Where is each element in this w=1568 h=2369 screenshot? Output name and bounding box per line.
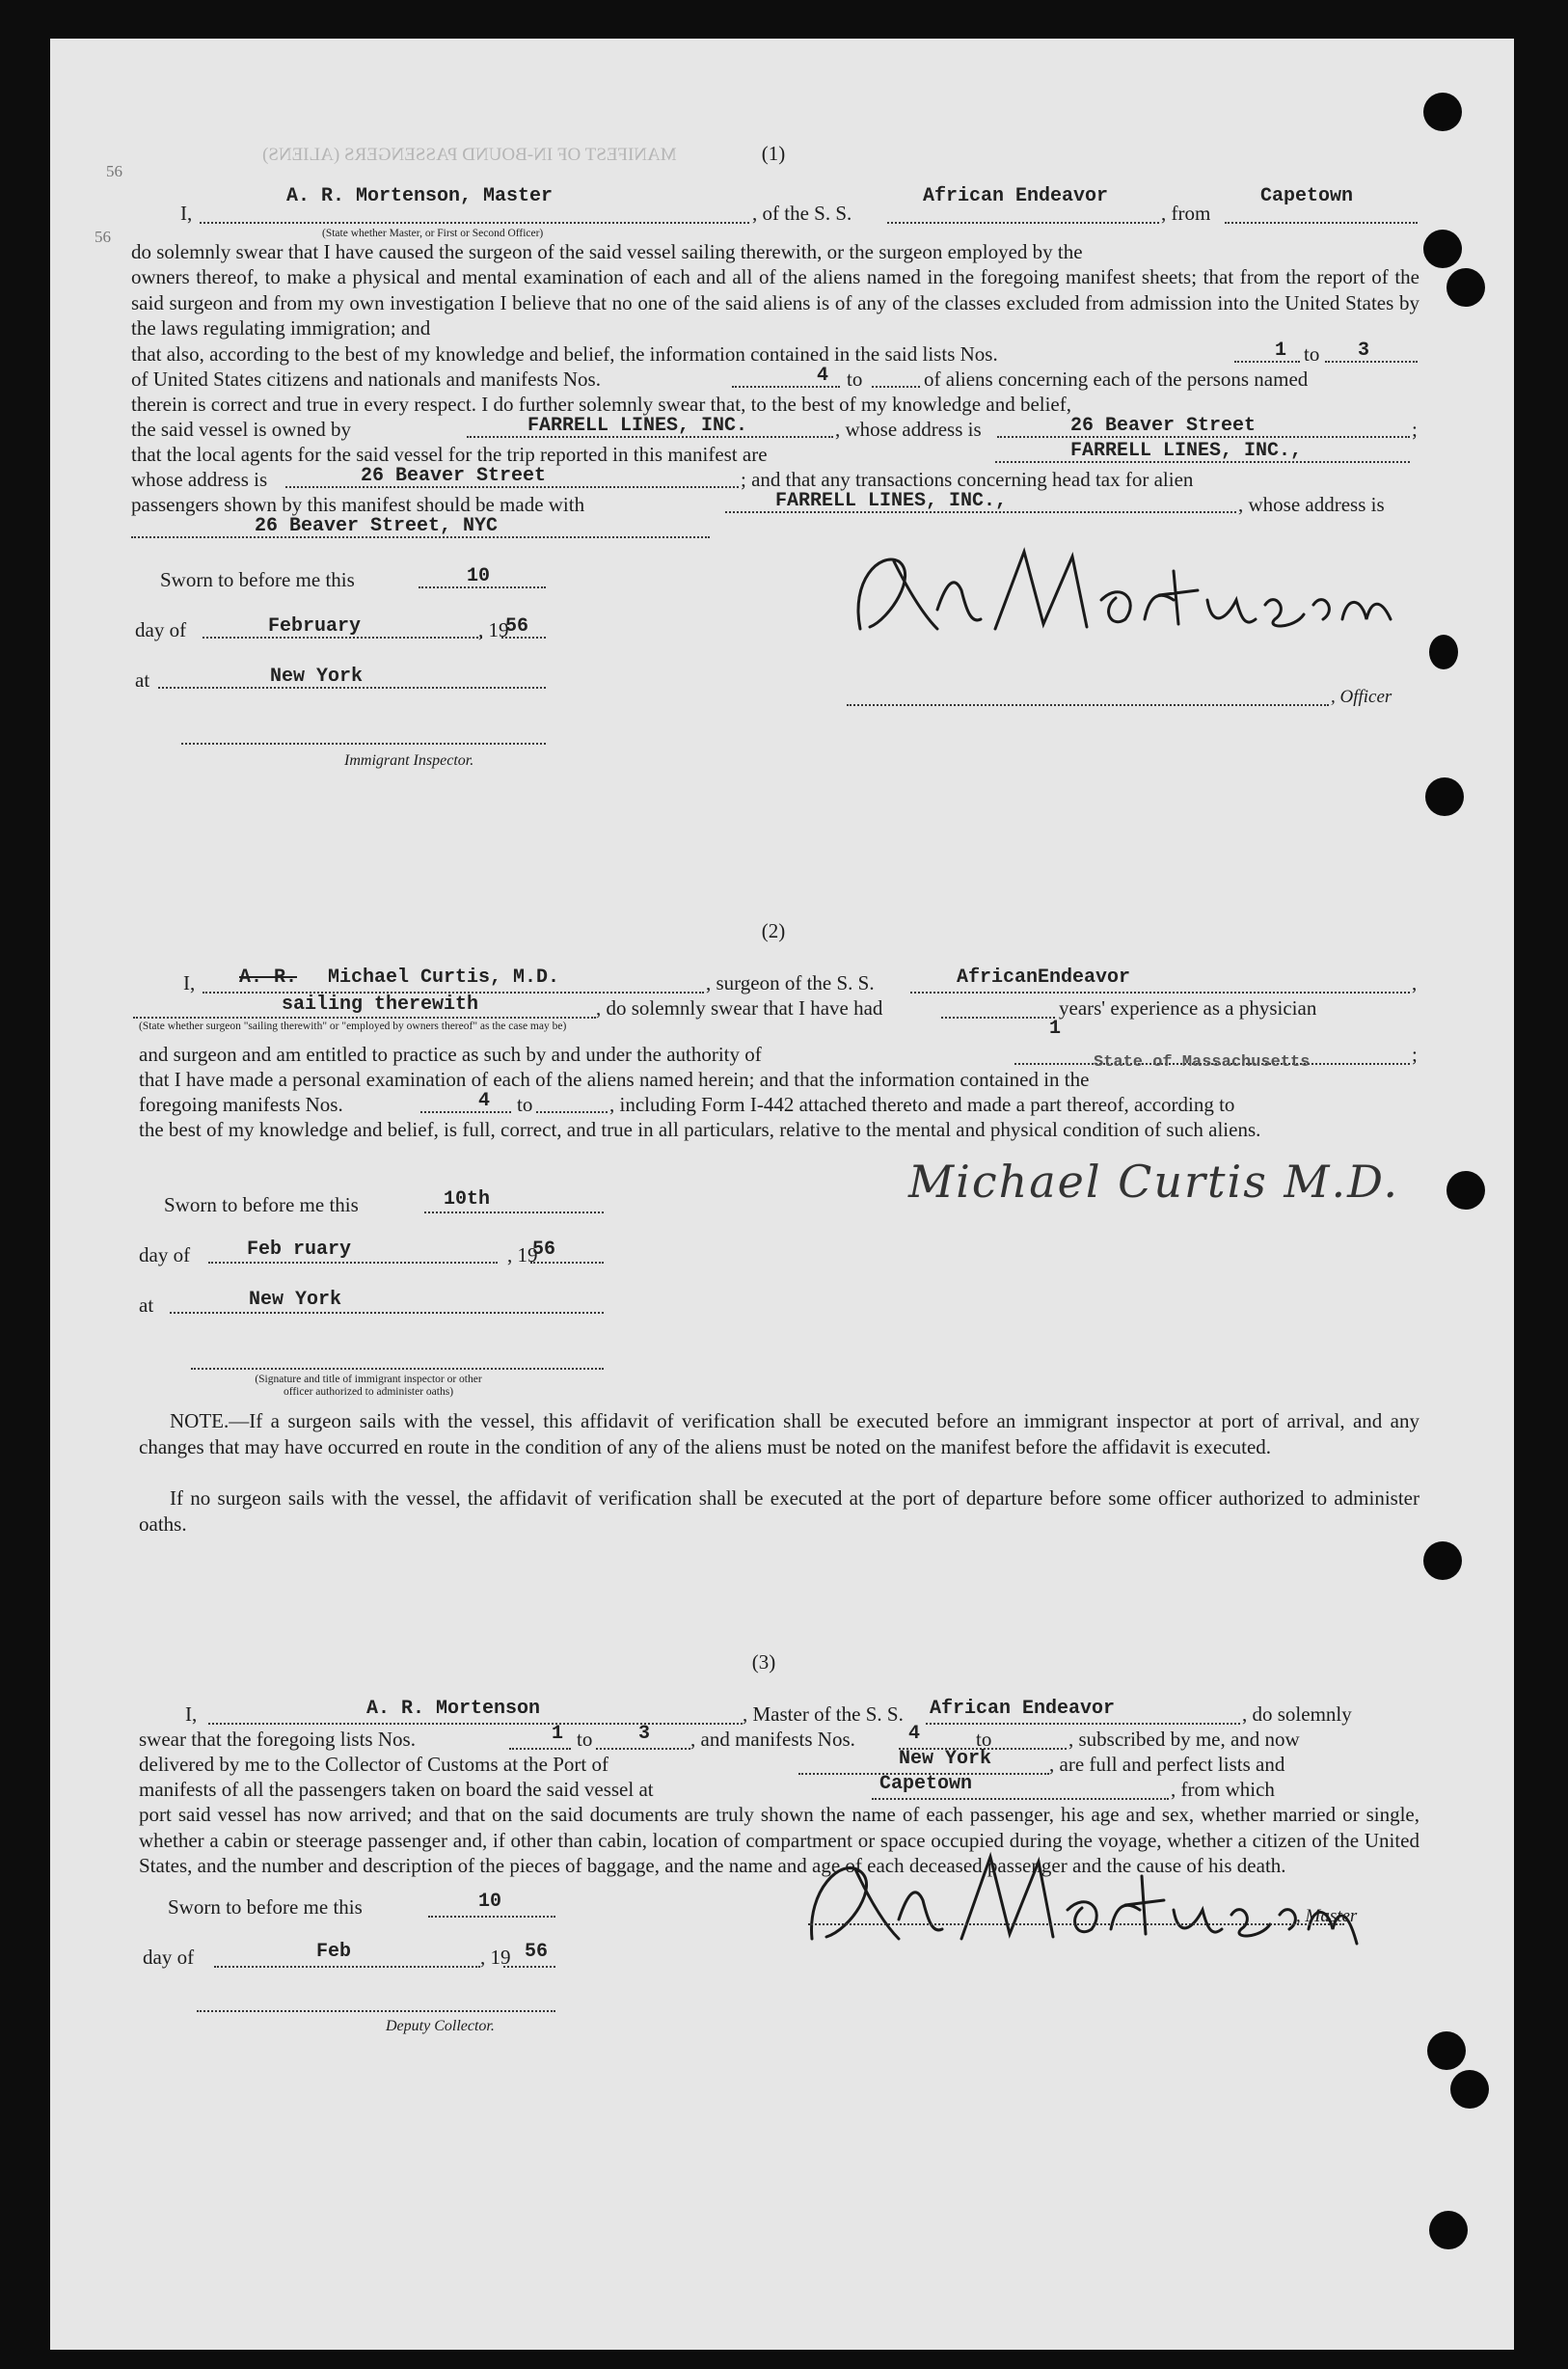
static-text: ;	[1412, 418, 1418, 441]
fill-line	[926, 1723, 1240, 1725]
static-text: , surgeon of the S. S.	[706, 971, 875, 994]
surgeon-state-note: (State whether surgeon "sailing therewith" or "employed by owners thereof" as the case may be)	[139, 1021, 567, 1032]
static-text: , of the S. S.	[752, 202, 852, 225]
signature-line	[197, 2010, 555, 2012]
static-text: that I have made a personal examination of each of the aliens named herein; and that the information contained in the	[139, 1068, 1090, 1091]
punch-hole	[1429, 2211, 1468, 2249]
static-text: at	[139, 1293, 154, 1317]
static-text: , 19	[478, 618, 509, 641]
fill-line	[941, 1017, 1055, 1019]
document-page	[50, 39, 1514, 2350]
fill-line	[530, 1262, 604, 1264]
surgeon-signature: Michael Curtis M.D.	[908, 1156, 1400, 1208]
static-text: foregoing manifests Nos.	[139, 1093, 343, 1116]
static-text: , from which	[1171, 1778, 1275, 1801]
static-text: delivered by me to the Collector of Customs at the Port of	[139, 1753, 608, 1776]
static-text: ; and that any transactions concerning head tax for alien	[741, 468, 1194, 491]
sworn-day-field-3: 10	[478, 1891, 502, 1913]
lists-from-field: 1	[1275, 340, 1287, 362]
ship-field-3: African Endeavor	[930, 1698, 1116, 1720]
static-text: ;	[1412, 1043, 1418, 1066]
static-text: and surgeon and am entitled to practice as such by and under the authority of	[139, 1043, 762, 1066]
note-paragraph: NOTE.—If a surgeon sails with the vessel, this affidavit of verification shall be executed before an immigrant inspector at port of arrival, and any changes that may have occurred en route in the condition of any of the aliens must be noted on the manifest before the affidavit is executed.	[139, 1409, 1419, 1458]
fill-line	[887, 222, 1159, 224]
fill-line	[133, 1017, 596, 1019]
paragraph: the best of my knowledge and belief, is full, correct, and true in all particulars, relative to the mental and physical condition of such aliens.	[139, 1118, 1261, 1141]
master-signature	[841, 523, 1400, 648]
surgeon-sworn-day-field: 10th	[444, 1188, 491, 1211]
month-field: February	[268, 615, 362, 638]
signature-line	[808, 1923, 1344, 1925]
static-text: therein is correct and true in every respect. I do further solemnly swear that, to the best of my knowledge and belief,	[131, 393, 1071, 416]
fill-line	[200, 222, 749, 224]
agent-address-field: 26 Beaver Street	[361, 465, 547, 487]
punch-hole	[1423, 230, 1462, 268]
lists-to-field: 3	[1358, 340, 1370, 362]
sworn-day-field: 10	[467, 565, 491, 587]
authority-field: State of Massachusetts	[1094, 1053, 1311, 1072]
fill-line	[536, 1111, 608, 1113]
fill-line	[208, 1262, 498, 1264]
static-text: , including Form I-442 attached thereto and made a part thereof, according to	[609, 1093, 1235, 1116]
fill-line	[424, 1212, 604, 1213]
paragraph: owners thereof, to make a physical and mental examination of each and all of the aliens named in the foregoing manifest sheets; that from the report of the said surgeon and from my own investigation I believe that no one of the said aliens is of any of the classes excluded from admission into the United States by the laws regulating immigration; and	[131, 265, 1419, 340]
static-text: passengers shown by this manifest should be made with	[131, 493, 585, 516]
from-port-field-3: Capetown	[879, 1773, 973, 1795]
fill-line	[872, 386, 920, 388]
signature-line	[191, 1368, 604, 1370]
static-text: of United States citizens and nationals and manifests Nos.	[131, 368, 601, 391]
signature-line	[847, 704, 1329, 706]
inspector-caption: Immigrant Inspector.	[344, 752, 474, 769]
punch-hole	[1423, 93, 1462, 131]
fill-line	[596, 1748, 690, 1750]
month-field-3: Feb	[316, 1941, 352, 1963]
static-text: , 19	[480, 1946, 511, 1969]
static-text: ,	[1412, 971, 1418, 994]
years-field: 1	[1049, 1018, 1062, 1040]
master-name-field: A. R. Mortenson, Master	[286, 185, 554, 207]
fill-line	[428, 1916, 555, 1918]
static-text: the said vessel is owned by	[131, 418, 352, 441]
fill-line	[170, 1312, 604, 1314]
static-text: to	[577, 1728, 593, 1751]
static-text: years' experience as a physician	[1059, 996, 1317, 1020]
officer-caption: , Officer	[1331, 687, 1392, 707]
surgeon-year-field: 56	[532, 1239, 556, 1261]
static-text: , and manifests Nos.	[690, 1728, 855, 1751]
fill-line	[509, 1748, 571, 1750]
fill-line	[999, 1748, 1067, 1750]
agents-field: FARRELL LINES, INC.,	[1070, 440, 1303, 462]
manifest-from-field-3: 4	[908, 1723, 921, 1745]
lists-from-field-3: 1	[552, 1723, 564, 1745]
punch-hole	[1446, 1171, 1485, 1210]
static-text: that also, according to the best of my knowledge and belief, the information contained in the said lists Nos.	[131, 342, 998, 366]
static-text: day of	[139, 1243, 191, 1266]
fill-line	[872, 1798, 1169, 1800]
fill-line	[420, 1111, 511, 1113]
static-text: to	[1304, 342, 1320, 366]
static-text: , Master of the S. S.	[743, 1702, 904, 1726]
static-text: , 19	[507, 1243, 538, 1266]
static-text: I,	[185, 1702, 198, 1726]
master-name-field-3: A. R. Mortenson	[366, 1698, 541, 1720]
punch-hole	[1423, 1541, 1462, 1580]
deputy-caption: Deputy Collector.	[386, 2018, 495, 2034]
place-field: New York	[270, 666, 364, 688]
year-field: 56	[505, 615, 529, 638]
sailing-field: sailing therewith	[282, 994, 479, 1016]
surgeon-ship-field: AfricanEndeavor	[957, 967, 1131, 989]
static-text: , subscribed by me, and now	[1068, 1728, 1300, 1751]
owner-address-field: 26 Beaver Street	[1070, 415, 1257, 437]
surgeon-month-field: Feb ruary	[247, 1239, 352, 1261]
headtax-address-field: 26 Beaver Street, NYC	[255, 515, 499, 537]
punch-hole	[1427, 2031, 1466, 2070]
surgeon-place-field: New York	[249, 1289, 342, 1311]
punch-hole	[1450, 2070, 1489, 2109]
static-text: to	[976, 1728, 992, 1751]
static-text: swear that the foregoing lists Nos.	[139, 1728, 416, 1751]
departure-port-field: Capetown	[1260, 185, 1354, 207]
signature-line	[181, 743, 546, 745]
lists-to-field-3: 3	[638, 1723, 651, 1745]
static-text: whose address is	[131, 468, 268, 491]
static-text: , from	[1161, 202, 1211, 225]
static-text: to	[517, 1093, 533, 1116]
master-caption: , Master	[1296, 1906, 1358, 1926]
struck-initials: A. R.	[239, 967, 298, 989]
state-whether-note: (State whether Master, or First or Second Officer)	[322, 228, 544, 239]
static-text: , are full and perfect lists and	[1049, 1753, 1285, 1776]
note-paragraph: If no surgeon sails with the vessel, the affidavit of verification shall be executed at the port of departure before some officer authorized to administer oaths.	[139, 1486, 1419, 1536]
fill-line	[208, 1723, 743, 1725]
headtax-company-field: FARRELL LINES, INC.,	[775, 490, 1008, 512]
static-text: Sworn to before me this	[160, 568, 355, 591]
manifest-from-field: 4	[817, 365, 829, 387]
port-field-3: New York	[899, 1748, 992, 1770]
owner-field: FARRELL LINES, INC.	[527, 415, 748, 437]
static-text: I,	[183, 971, 196, 994]
static-text: at	[135, 668, 150, 692]
punch-hole	[1446, 268, 1485, 307]
section-number: (2)	[761, 919, 786, 942]
bleed-through-margin-number: 56	[106, 162, 122, 180]
fill-line	[214, 1966, 480, 1968]
punch-hole	[1429, 635, 1458, 669]
static-text: to	[847, 368, 863, 391]
static-text: , do solemnly swear that I have had	[596, 996, 883, 1020]
static-text: , whose address is	[1238, 493, 1385, 516]
section-number: (1)	[761, 142, 786, 165]
punch-hole	[1425, 777, 1464, 816]
static-text: of aliens concerning each of the persons named	[924, 368, 1309, 391]
static-text: manifests of all the passengers taken on board the said vessel at	[139, 1778, 654, 1801]
ship-name-field: African Endeavor	[923, 185, 1109, 207]
static-text: that the local agents for the said vessel for the trip reported in this manifest are	[131, 443, 768, 466]
section1-i: I,	[180, 202, 193, 225]
fill-line	[1325, 361, 1418, 363]
static-text: do solemnly swear that I have caused the surgeon of the said vessel sailing therewith, or the surgeon employed by the	[131, 240, 1083, 263]
static-text: , whose address is	[835, 418, 982, 441]
static-text: Sworn to before me this	[168, 1895, 363, 1919]
year-field-3: 56	[525, 1941, 549, 1963]
bleed-through-margin-number: 56	[95, 228, 111, 246]
master-signature-3	[793, 1823, 1371, 1958]
static-text: , do solemnly	[1242, 1702, 1352, 1726]
fill-line	[1234, 361, 1300, 363]
static-text: day of	[135, 618, 187, 641]
signature-note: (Signature and title of immigrant inspector or other officer authorized to administer oaths)	[255, 1374, 482, 1398]
paragraph: port said vessel has now arrived; and that on the said documents are truly shown the name of each passenger, his age and sex, whether married or single, whether a cabin or steerage passenger and, if other than cabin, location of compartment or space occupied during the voyage, whether a citizen of the United States, and the number and description of the pieces of baggage, and the name and age of each deceased passenger and the cause of his death.	[139, 1803, 1419, 1877]
static-text: Sworn to before me this	[164, 1193, 359, 1216]
surgeon-nos-from-field: 4	[478, 1090, 491, 1112]
static-text: day of	[143, 1946, 195, 1969]
fill-line	[910, 992, 1410, 994]
surgeon-name-field: Michael Curtis, M.D.	[328, 967, 560, 989]
bleed-through-header: MANIFEST OF IN-BOUND PASSENGERS (ALIENS)	[262, 145, 677, 165]
fill-line	[503, 1966, 555, 1968]
fill-line	[1225, 222, 1418, 224]
section-number: (3)	[751, 1650, 776, 1674]
